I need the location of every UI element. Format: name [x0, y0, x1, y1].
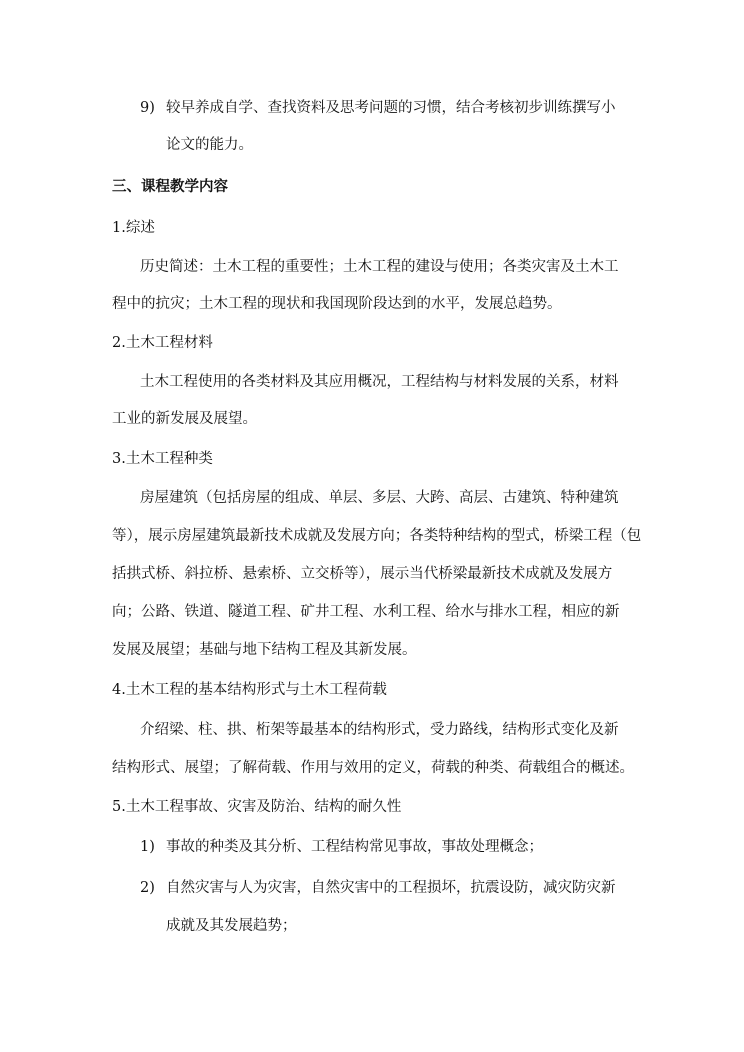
paragraph-line: 向；公路、铁道、隧道工程、矿井工程、水利工程、给水与排水工程，相应的新 [112, 604, 620, 620]
subsection-title: 5.土木工程事故、灾害及防治、结构的耐久性 [112, 799, 402, 815]
list-number: 9) [140, 100, 155, 116]
paragraph-line: 结构形式、展望；了解荷载、作用与效用的定义，荷载的种类、荷载组合的概述。 [112, 760, 634, 776]
subsection-title: 4.土木工程的基本结构形式与土木工程荷载 [112, 682, 387, 698]
subsection-title: 1.综述 [112, 220, 155, 236]
paragraph-line: 工业的新发展及展望。 [112, 411, 257, 427]
subsection-title: 2.土木工程材料 [112, 335, 213, 351]
list-number: 1) [140, 839, 155, 855]
paragraph-line: 土木工程使用的各类材料及其应用概况，工程结构与材料发展的关系，材料 [140, 374, 619, 390]
list-item-text: 成就及其发展趋势； [166, 918, 297, 934]
section-heading: 三、课程教学内容 [112, 179, 228, 195]
list-number: 2) [140, 880, 155, 896]
list-item-text: 自然灾害与人为灾害，自然灾害中的工程损坏，抗震设防，减灾防灾新 [166, 880, 616, 896]
paragraph-line: 发展及展望；基础与地下结构工程及其新发展。 [112, 642, 417, 658]
paragraph-line: 等），展示房屋建筑最新技术成就及发展方向；各类特种结构的型式，桥梁工程（包 [112, 528, 642, 544]
paragraph-line: 括拱式桥、斜拉桥、悬索桥、立交桥等），展示当代桥梁最新技术成就及发展方 [112, 566, 613, 582]
paragraph-line: 历史简述：土木工程的重要性；土木工程的建设与使用；各类灾害及土木工 [140, 259, 619, 275]
list-item-text: 较早养成自学、查找资料及思考问题的习惯，结合考核初步训练撰写小 [166, 100, 616, 116]
list-item-text: 论文的能力。 [166, 137, 253, 153]
list-item-text: 事故的种类及其分析、工程结构常见事故，事故处理概念； [166, 839, 543, 855]
paragraph-line: 介绍梁、柱、拱、桁架等最基本的结构形式，受力路线，结构形式变化及新 [140, 722, 619, 738]
subsection-title: 3.土木工程种类 [112, 451, 213, 467]
paragraph-line: 程中的抗灾；土木工程的现状和我国现阶段达到的水平，发展总趋势。 [112, 296, 562, 312]
paragraph-line: 房屋建筑（包括房屋的组成、单层、多层、大跨、高层、古建筑、特种建筑 [140, 490, 619, 506]
